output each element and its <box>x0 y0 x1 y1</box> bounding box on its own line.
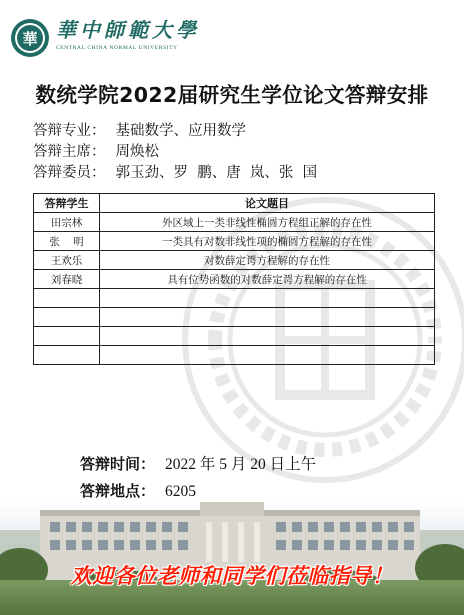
thesis-title: 一类具有对数非线性项的椭圆方程解的存在性 <box>100 232 435 251</box>
thesis-title: 外区域上一类非线性椭圆方程组正解的存在性 <box>100 213 435 232</box>
members-value: 郭玉劲、罗 鹏、唐 岚、张 国 <box>115 165 318 181</box>
table-row <box>34 346 435 365</box>
thesis-title: 对数薛定谔方程解的存在性 <box>100 251 435 270</box>
chair-row <box>33 143 159 161</box>
chair-label: 答辩主席： <box>33 144 106 160</box>
thesis-title <box>100 308 435 327</box>
student-name <box>34 289 100 308</box>
place-label: 答辩地点： <box>80 482 156 500</box>
campus-building-image <box>0 500 464 615</box>
page-title: 数统学院2022届研究生学位论文答辩安排 <box>35 83 429 107</box>
table-row <box>34 213 435 232</box>
student-name: 张 明 <box>34 232 100 251</box>
time-label: 答辩时间： <box>80 455 156 473</box>
student-name <box>34 308 100 327</box>
student-name: 田宗林 <box>34 213 100 232</box>
thesis-title <box>100 327 435 346</box>
student-name: 刘春晓 <box>34 270 100 289</box>
defense-schedule-table <box>33 193 435 365</box>
table-row <box>34 251 435 270</box>
chair-value: 周焕松 <box>115 144 159 160</box>
members-label: 答辩委员： <box>33 165 106 181</box>
time-value: 2022 年 5 月 20 日上午 <box>165 456 317 473</box>
defense-place <box>80 480 196 501</box>
major-value: 基础数学、应用数学 <box>115 123 246 139</box>
table-row <box>34 327 435 346</box>
seal-character: 華 <box>22 30 38 48</box>
university-name-en: CENTRAL CHINA NORMAL UNIVERSITY <box>56 45 178 51</box>
place-value: 6205 <box>165 483 197 500</box>
table-row <box>34 289 435 308</box>
header-thesis-title: 论文题目 <box>100 194 435 213</box>
student-name: 王欢乐 <box>34 251 100 270</box>
table-row <box>34 232 435 251</box>
major-label: 答辩专业： <box>33 123 106 139</box>
thesis-title <box>100 289 435 308</box>
student-name <box>34 327 100 346</box>
student-name <box>34 346 100 365</box>
welcome-banner: 欢迎各位老师和同学们莅临指导！ <box>70 564 394 588</box>
university-name-cn: 華中師範大學 <box>56 18 200 42</box>
university-logo <box>10 18 200 58</box>
major-row <box>33 122 246 140</box>
header-student: 答辩学生 <box>34 194 100 213</box>
table-row <box>34 270 435 289</box>
table-row <box>34 308 435 327</box>
university-seal-icon <box>10 18 50 58</box>
thesis-title: 具有位势函数的对数薛定谔方程解的存在性 <box>100 270 435 289</box>
members-row <box>33 164 317 182</box>
defense-time <box>80 452 316 474</box>
table-header-row <box>34 194 435 213</box>
thesis-title <box>100 346 435 365</box>
